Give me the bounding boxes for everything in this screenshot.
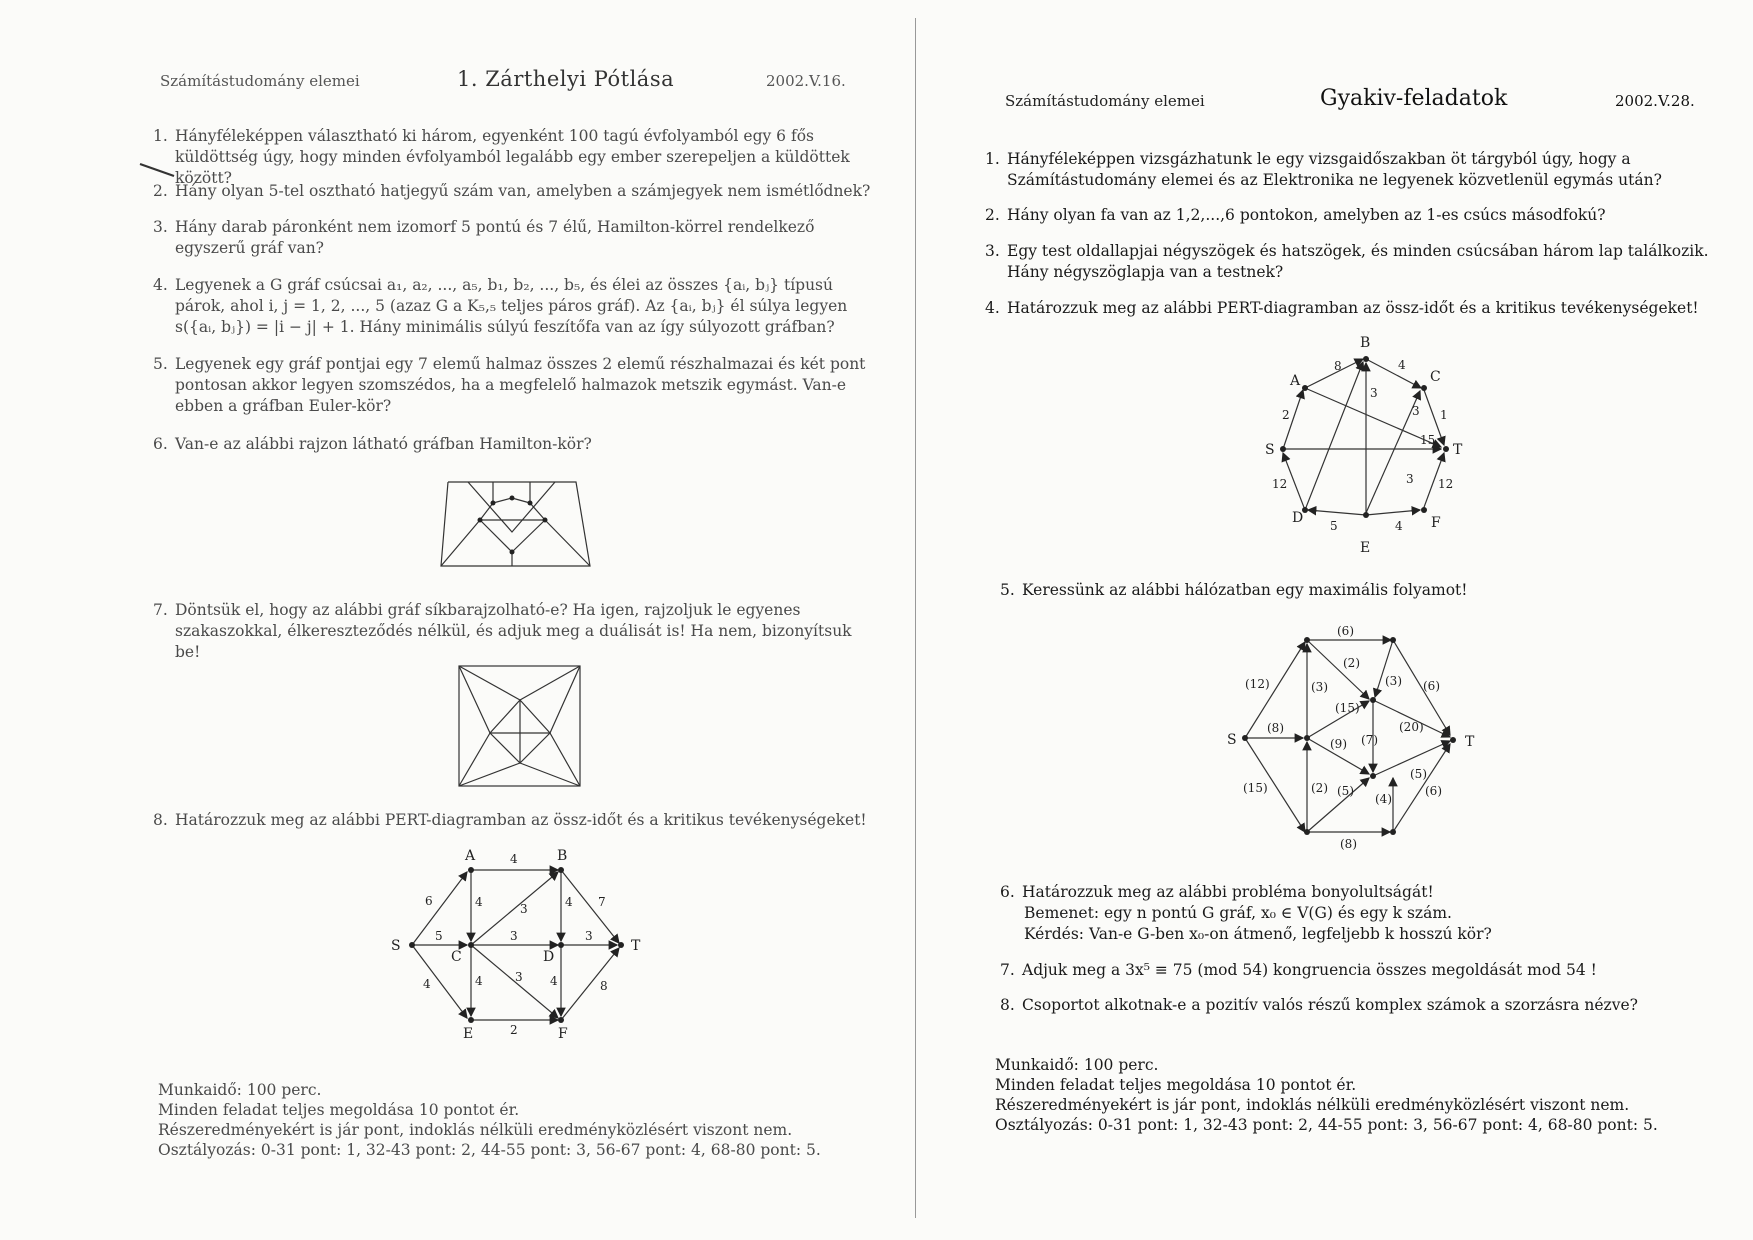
planarity-graph-figure bbox=[458, 665, 583, 790]
problem-number: 5. bbox=[153, 355, 168, 373]
flow-capacity: (9) bbox=[1330, 737, 1347, 751]
pert-weight: 3 bbox=[510, 929, 518, 943]
problem-number: 2. bbox=[153, 182, 168, 200]
pert-node-label: A bbox=[465, 848, 476, 864]
pert-node-label: F bbox=[558, 1026, 568, 1042]
pert-node-label: S bbox=[1265, 442, 1275, 458]
pert-weight: 12 bbox=[1272, 477, 1288, 491]
flow-capacity: (4) bbox=[1375, 792, 1392, 806]
footer-line: Munkaidő: 100 perc. bbox=[995, 1056, 1159, 1074]
right-page bbox=[915, 0, 1753, 1240]
flow-capacity: (2) bbox=[1311, 781, 1328, 795]
problem-number: 8. bbox=[1000, 996, 1015, 1014]
flow-capacity: (3) bbox=[1311, 680, 1328, 694]
left-problem-8 bbox=[153, 810, 875, 831]
right-problem-8 bbox=[1000, 995, 1722, 1016]
problem-number: 5. bbox=[1000, 581, 1015, 599]
problem-text: Legyenek a G gráf csúcsai a₁, a₂, ..., a₅, b₁, b₂, ..., b₅, és élei az összes {aᵢ, bⱼ} típusú párok, ahol i, j = 1, 2, ..., 5 (azaz G a K₅,₅ teljes páros gráf). Az {aᵢ, bⱼ} él súlya legyen s({aᵢ, bⱼ}) = |i − j| + 1. Hány minimális súlyú feszítőfa van az így súlyozott gráfban? bbox=[175, 276, 848, 336]
flow-node-label: T bbox=[1465, 734, 1475, 750]
flow-capacity: (7) bbox=[1361, 733, 1378, 747]
right-pert-diagram bbox=[1260, 335, 1470, 560]
problem-number: 4. bbox=[985, 299, 1000, 317]
problem-number: 1. bbox=[153, 127, 168, 145]
pert-weight: 4 bbox=[423, 977, 431, 991]
pert-weight: 4 bbox=[565, 895, 573, 909]
problem-number: 7. bbox=[1000, 961, 1015, 979]
problem-text: Legyenek egy gráf pontjai egy 7 elemű halmaz összes 2 elemű részhalmazai és két pont pontosan akkor legyen szomszédos, ha a megfelelő halmazok metszik egymást. Van-e ebben a gráfban Euler-kör? bbox=[175, 355, 866, 415]
pert-weight: 5 bbox=[1330, 519, 1338, 533]
left-problem-7 bbox=[153, 600, 875, 663]
problem-text: Adjuk meg a 3x⁵ ≡ 75 (mod 54) kongruencia összes megoldását mod 54 ! bbox=[1022, 961, 1597, 979]
problem-text: Hány olyan fa van az 1,2,...,6 pontokon, amelyben az 1-es csúcs másodfokú? bbox=[1007, 206, 1606, 224]
hamilton-graph-figure bbox=[440, 470, 600, 580]
right-date: 2002.V.28. bbox=[1615, 92, 1695, 110]
footer-line: Részeredményekért is jár pont, indoklás nélküli eredményközlésért viszont nem. bbox=[158, 1121, 793, 1139]
pert-weight: 7 bbox=[598, 895, 606, 909]
pert-node-label: B bbox=[1360, 335, 1371, 351]
pen-mark-icon bbox=[138, 160, 178, 180]
right-problem-7 bbox=[1000, 960, 1722, 981]
problem-number: 2. bbox=[985, 206, 1000, 224]
right-title: Gyakiv-feladatok bbox=[1320, 86, 1508, 111]
left-problem-3 bbox=[153, 217, 875, 259]
pert-node-label: A bbox=[1290, 373, 1301, 389]
pert-node-label: E bbox=[463, 1026, 474, 1042]
pert-weight: 4 bbox=[550, 974, 558, 988]
footer-line: Minden feladat teljes megoldása 10 pontot ér. bbox=[995, 1076, 1357, 1094]
footer-line: Osztályozás: 0-31 pont: 1, 32-43 pont: 2, 44-55 pont: 3, 56-67 pont: 4, 68-80 pont: 5. bbox=[995, 1116, 1658, 1134]
left-problem-5 bbox=[153, 354, 875, 417]
problem-number: 6. bbox=[153, 435, 168, 453]
pert-weight: 15 bbox=[1420, 433, 1436, 447]
left-footer bbox=[158, 1080, 821, 1160]
right-subject: Számítástudomány elemei bbox=[1005, 92, 1205, 110]
problem-text: Határozzuk meg az alábbi PERT-diagramban az össz-időt és a kritikus tevékenységeket! bbox=[175, 811, 867, 829]
problem-text: Határozzuk meg az alábbi PERT-diagramban az össz-időt és a kritikus tevékenységeket! bbox=[1007, 299, 1699, 317]
problem-text: Hányféleképpen választható ki három, egyenként 100 tagú évfolyamból egy 6 fős küldöttség úgy, hogy minden évfolyamból legalább egy ember szerepeljen a küldöttek között? bbox=[175, 127, 850, 187]
pert-weight: 3 bbox=[1370, 386, 1378, 400]
pert-node-label: C bbox=[1430, 369, 1441, 385]
pert-weight: 3 bbox=[1412, 404, 1420, 418]
flow-capacity: (6) bbox=[1425, 784, 1442, 798]
flow-capacity: (5) bbox=[1410, 767, 1427, 781]
left-problem-1 bbox=[153, 126, 875, 189]
flow-capacity: (6) bbox=[1423, 679, 1440, 693]
pert-node-label: C bbox=[451, 949, 462, 965]
flow-capacity: (15) bbox=[1335, 701, 1360, 715]
problem-text: Hányféleképpen vizsgázhatunk le egy vizsgaidőszakban öt tárgyból úgy, hogy a Számítástudomány elemei és az Elektronika ne legyenek közvetlenül egymás után? bbox=[1007, 150, 1662, 189]
right-problem-1 bbox=[985, 149, 1717, 191]
pert-node-label: D bbox=[543, 949, 555, 965]
pert-weight: 3 bbox=[585, 929, 593, 943]
right-footer bbox=[995, 1055, 1658, 1135]
pert-weight: 3 bbox=[520, 902, 528, 916]
footer-line: Részeredményekért is jár pont, indoklás nélküli eredményközlésért viszont nem. bbox=[995, 1096, 1630, 1114]
pert-weight: 4 bbox=[475, 974, 483, 988]
left-problem-4 bbox=[153, 275, 875, 338]
pert-weight: 3 bbox=[1406, 472, 1414, 486]
problem-6-input: Bemenet: egy n pontú G gráf, x₀ ∈ V(G) és egy k szám. bbox=[1024, 904, 1452, 922]
pert-weight: 1 bbox=[1440, 408, 1448, 422]
problem-text: Döntsük el, hogy az alábbi gráf síkbarajzolható-e? Ha igen, rajzoljuk le egyenes szakaszokkal, élkereszteződés nélkül, és adjuk meg a duálisát is! Ha nem, bizonyítsuk be! bbox=[175, 601, 852, 661]
problem-number: 6. bbox=[1000, 883, 1015, 901]
problem-number: 1. bbox=[985, 150, 1000, 168]
right-problem-6 bbox=[1000, 882, 1722, 945]
pert-node-label: T bbox=[1453, 442, 1463, 458]
pert-weight: 4 bbox=[1398, 358, 1406, 372]
flow-capacity: (15) bbox=[1243, 781, 1268, 795]
problem-text: Hány olyan 5-tel osztható hatjegyű szám van, amelyben a számjegyek nem ismétlődnek? bbox=[175, 182, 871, 200]
problem-6-question: Kérdés: Van-e G-ben x₀-on átmenő, legfeljebb k hosszú kör? bbox=[1024, 925, 1492, 943]
problem-text: Egy test oldallapjai négyszögek és hatszögek, és minden csúcsában három lap találkozik. Hány négyszöglapja van a testnek? bbox=[1007, 242, 1709, 281]
pert-weight: 8 bbox=[1334, 359, 1342, 373]
pert-node-label: T bbox=[631, 938, 641, 954]
flow-capacity: (20) bbox=[1399, 720, 1424, 734]
problem-text: Csoportot alkotnak-e a pozitív valós részű komplex számok a szorzásra nézve? bbox=[1022, 996, 1638, 1014]
flow-network-diagram bbox=[1225, 620, 1515, 850]
pert-weight: 8 bbox=[600, 979, 608, 993]
problem-number: 7. bbox=[153, 601, 168, 619]
right-problem-3 bbox=[985, 241, 1717, 283]
pert-weight: 4 bbox=[475, 895, 483, 909]
problem-text: Hány darab páronként nem izomorf 5 pontú és 7 élű, Hamilton-körrel rendelkező egyszerű gráf van? bbox=[175, 218, 815, 257]
footer-line: Osztályozás: 0-31 pont: 1, 32-43 pont: 2, 44-55 pont: 3, 56-67 pont: 4, 68-80 pont: 5. bbox=[158, 1141, 821, 1159]
right-problem-5 bbox=[1000, 580, 1722, 601]
problem-text: Keressünk az alábbi hálózatban egy maximális folyamot! bbox=[1022, 581, 1468, 599]
problem-number: 3. bbox=[153, 218, 168, 236]
left-date: 2002.V.16. bbox=[766, 72, 846, 90]
pert-weight: 12 bbox=[1438, 477, 1454, 491]
pert-node-label: E bbox=[1360, 540, 1371, 556]
flow-capacity: (8) bbox=[1267, 721, 1284, 735]
flow-capacity: (12) bbox=[1245, 677, 1270, 691]
flow-capacity: (3) bbox=[1385, 674, 1402, 688]
pert-node-label: F bbox=[1431, 515, 1441, 531]
left-problem-6 bbox=[153, 434, 875, 455]
right-problem-2 bbox=[985, 205, 1717, 226]
left-pert-diagram bbox=[385, 848, 655, 1042]
left-problem-2 bbox=[153, 181, 875, 202]
footer-line: Munkaidő: 100 perc. bbox=[158, 1081, 322, 1099]
pert-weight: 3 bbox=[515, 970, 523, 984]
flow-capacity: (8) bbox=[1340, 837, 1357, 851]
pert-node-label: D bbox=[1292, 510, 1304, 526]
left-subject: Számítástudomány elemei bbox=[160, 72, 360, 90]
pert-weight: 2 bbox=[1282, 408, 1290, 422]
pert-weight: 2 bbox=[510, 1023, 518, 1037]
problem-number: 4. bbox=[153, 276, 168, 294]
pert-node-label: S bbox=[391, 938, 401, 954]
right-problem-4 bbox=[985, 298, 1717, 319]
flow-capacity: (6) bbox=[1337, 624, 1354, 638]
pert-node-label: B bbox=[557, 848, 568, 864]
problem-text: Határozzuk meg az alábbi probléma bonyolultságát! bbox=[1022, 883, 1434, 901]
pert-weight: 6 bbox=[425, 894, 433, 908]
problem-number: 8. bbox=[153, 811, 168, 829]
pert-weight: 4 bbox=[1395, 519, 1403, 533]
left-title: 1. Zárthelyi Pótlása bbox=[457, 67, 675, 91]
problem-text: Van-e az alábbi rajzon látható gráfban Hamilton-kör? bbox=[175, 435, 592, 453]
flow-capacity: (5) bbox=[1337, 784, 1354, 798]
flow-node-label: S bbox=[1227, 732, 1237, 748]
pert-weight: 4 bbox=[510, 852, 518, 866]
flow-capacity: (2) bbox=[1343, 656, 1360, 670]
footer-line: Minden feladat teljes megoldása 10 pontot ér. bbox=[158, 1101, 520, 1119]
pert-weight: 5 bbox=[435, 929, 443, 943]
problem-number: 3. bbox=[985, 242, 1000, 260]
